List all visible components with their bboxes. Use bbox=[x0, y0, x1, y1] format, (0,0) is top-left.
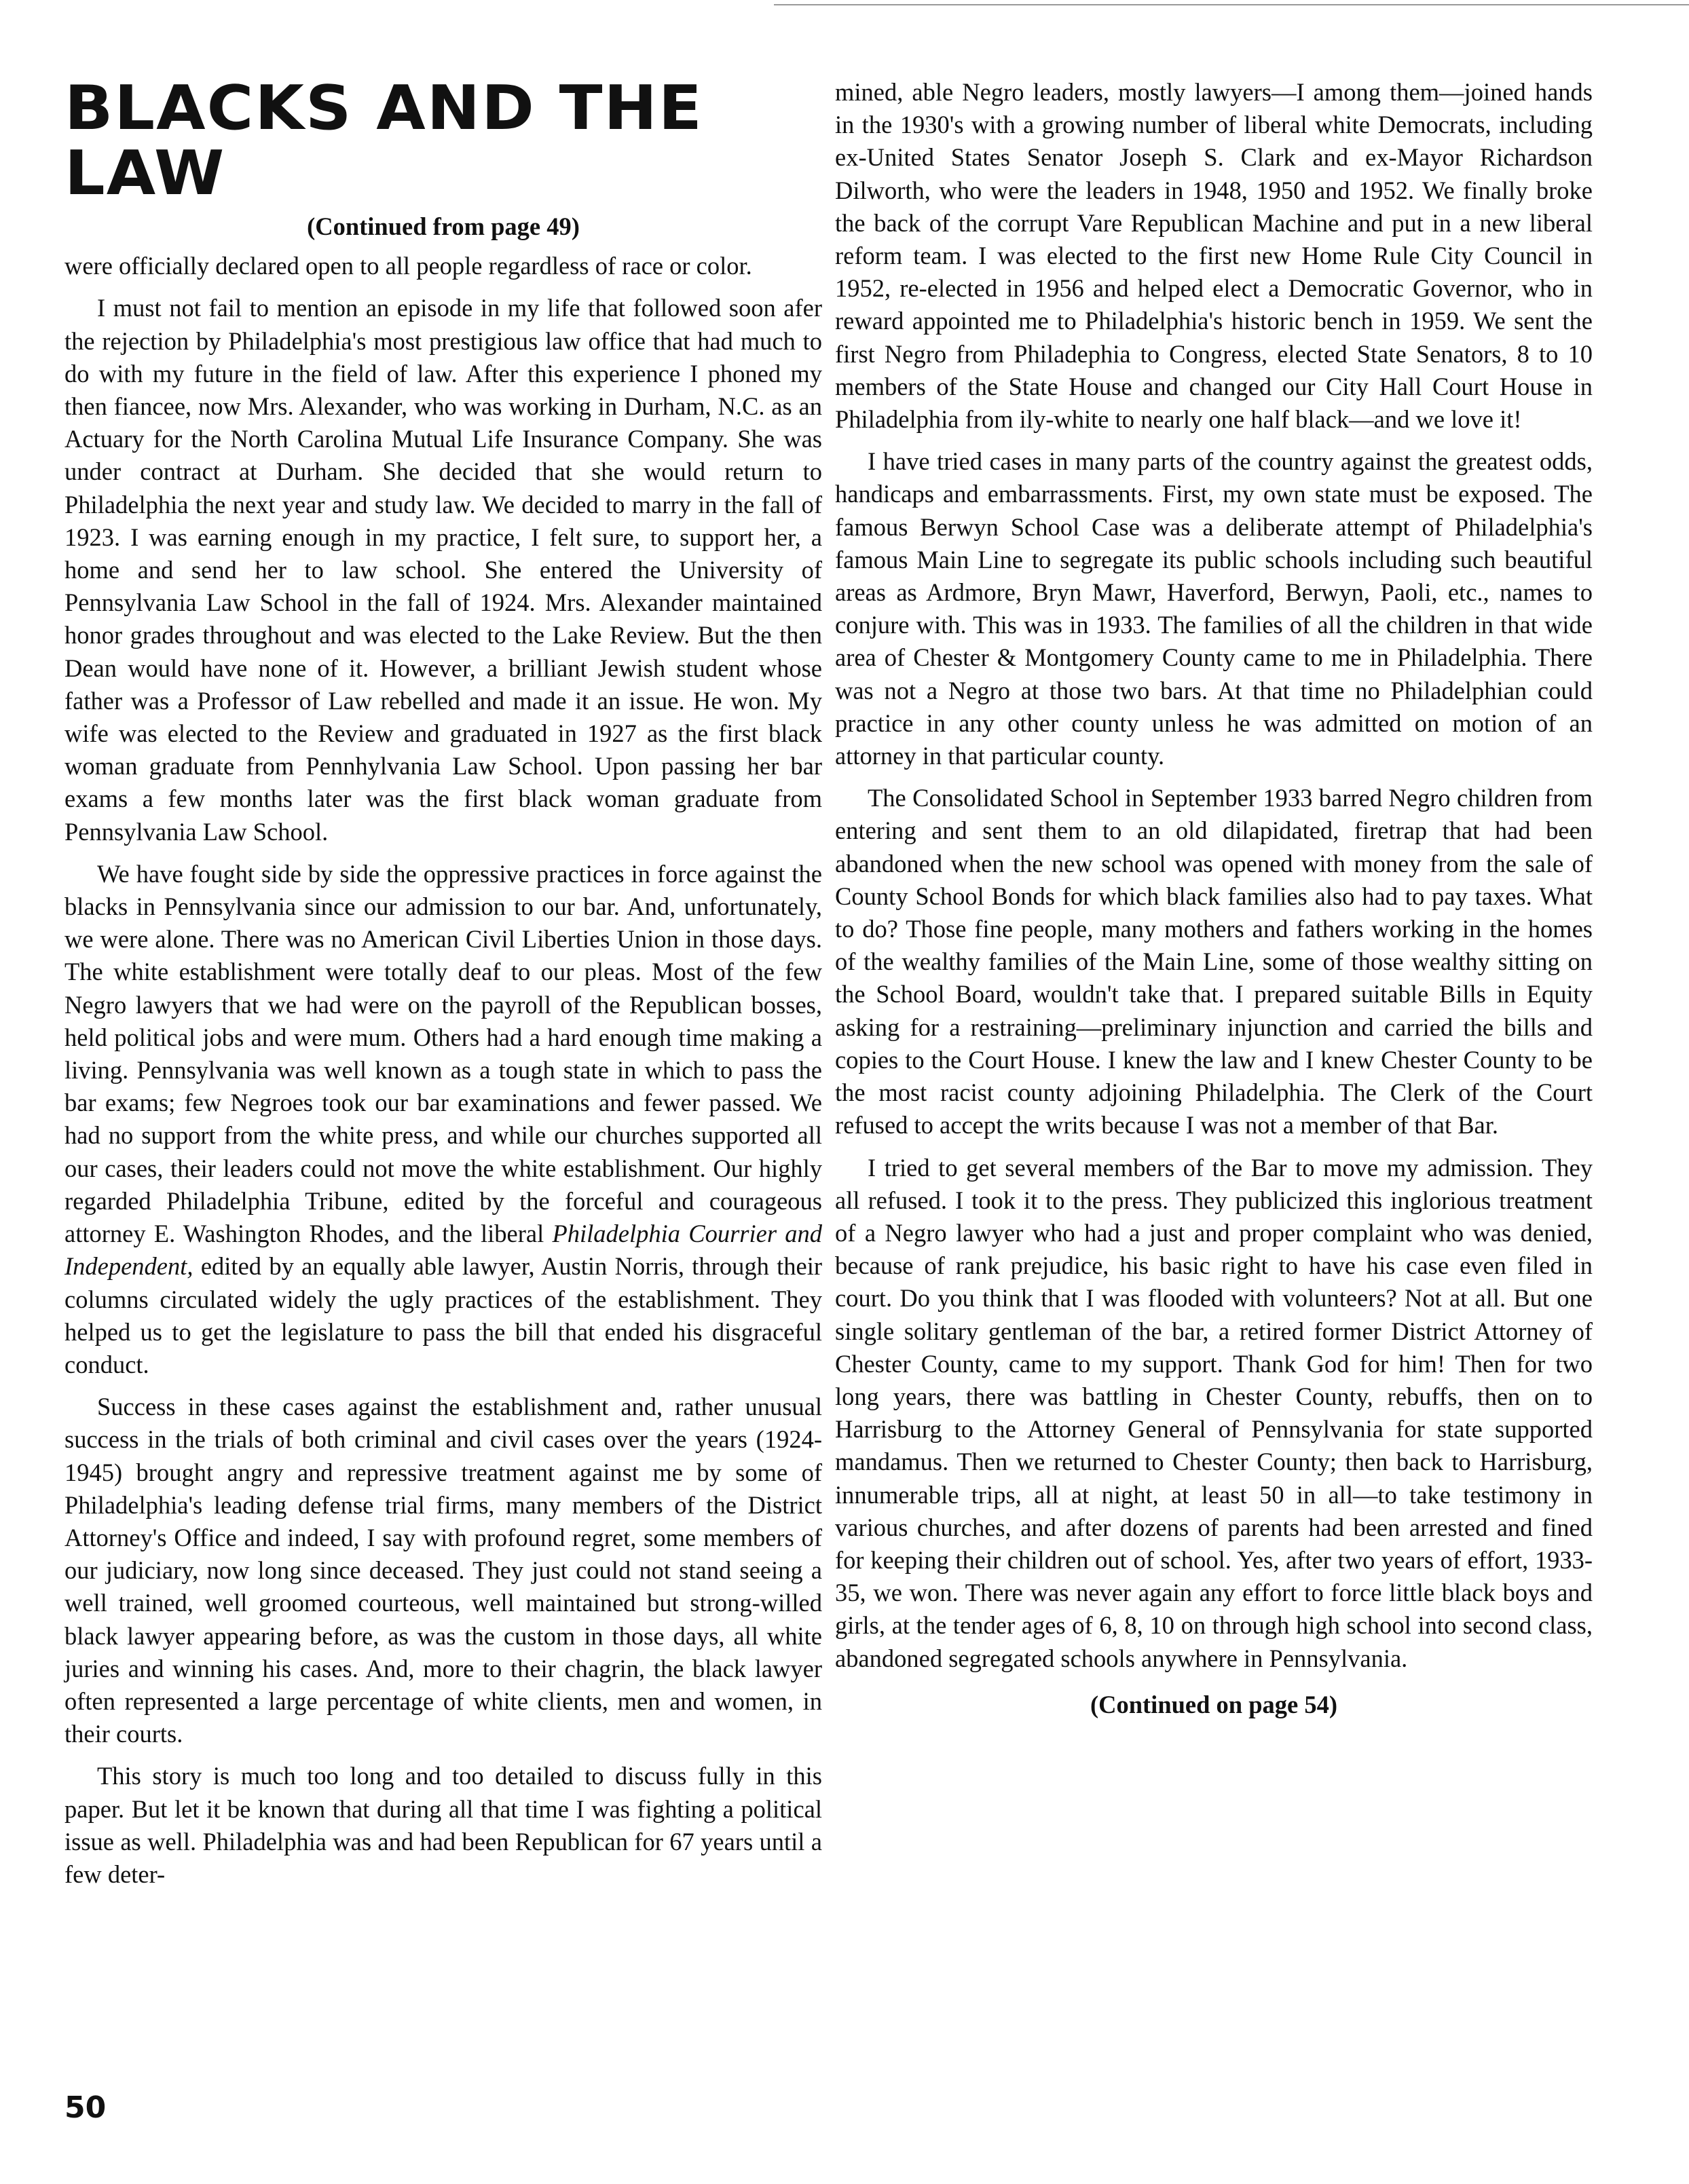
page-top-rule bbox=[774, 4, 1689, 5]
paragraph: were officially declared open to all people regardless of race or color. bbox=[64, 252, 752, 280]
continued-on-note: (Continued on page 54) bbox=[1090, 1690, 1338, 1718]
page-number: 50 bbox=[64, 2090, 107, 2125]
paragraph: Success in these cases against the establishment and, rather unusual success in the trials of both criminal and civil cases over the years (1924-1945) brought angry and repressive treatment against me by some of Philadelphia's leading defense trial firms, many members of the District Attorney's Office and indeed, I say with profound regret, some members of our judiciary, now long since deceased. They just could not stand seeing a well trained, well groomed courteous, well maintained but strong-willed black lawyer appearing before, as was the custom in those days, all white juries and winning his cases. And, more to their chagrin, the black lawyer often represented a large percentage of white clients, men and women, in their courts. bbox=[64, 1393, 822, 1748]
paragraph: The Consolidated School in September 1933 barred Negro children from entering and sent them to an old dilapidated, firetrap that had been abandoned when the new school was opened with money from the sale of County School Bonds for which black families also had to pay taxes. What to do? Those fine people, many mothers and fathers working in the homes of the wealthy families of the Main Line, some of those wealthy sitting on the School Board, wouldn't take that. I prepared suitable Bills in Equity asking for a restraining—preliminary injunction and carried the bills and copies to the Court House. I knew the law and I knew Chester County to be the most racist county adjoining Philadelphia. The Clerk of the Court refused to accept the writs because I was not a member of that Bar. bbox=[835, 784, 1593, 1140]
paragraph-text: We have fought side by side the oppressive practices in force against the blacks in Pennsylvania since our admission to our bar. And, unfortunately, we were alone. There was no American Civil Liberties Union in those days. The white establishment were totally deaf to our pleas. Most of the few Negro lawyers that we had were on the payroll of the Republican bosses, held political jobs and were mum. Others had a hard enough time making a living. Pennsylvania was well known as a tough state in which to pass the bar exams; few Negroes took our bar examinations and fewer passed. We had no support from the white press, and while our churches supported all our cases, their leaders could not move the white establishment. Our highly regarded Philadelphia Tribune, edited by the forceful and courageous attorney E. Washington Rhodes, and the liberal bbox=[64, 859, 822, 1248]
right-column bbox=[835, 76, 1593, 1728]
paragraph-text: edited by an equally able lawyer, Austin Norris, through their columns circulated widely the ugly practices of the establishment. They helped us to get the legislature to pass the bill that ended his disgraceful conduct. bbox=[64, 1252, 823, 1378]
paragraph: mined, able Negro leaders, mostly lawyers—I among them—joined hands in the 1930's with a growing number of liberal white Democrats, including ex-United States Senator Joseph S. Clark and ex-Mayor Richardson Dilworth, who were the leaders in 1948, 1950 and 1952. We finally broke the back of the corrupt Vare Republican Machine and put in a new liberal reform team. I was elected to the first new Home Rule City Council in 1952, re-elected in 1956 and helped elect a Democratic Governor, who in reward appointed me to Philadelphia's historic bench in 1959. We sent the first Negro from Philadephia to Congress, elected State Senators, 8 to 10 members of the State House and changed our City Hall Court House in Philadelphia from ily-white to nearly one half black—and we love it! bbox=[835, 78, 1593, 434]
paragraph: I have tried cases in many parts of the country against the greatest odds, handicaps and embarrassments. First, my own state must be exposed. The famous Berwyn School Case was a deliberate attempt of Philadelphia's famous Main Line to segregate its public schools including such beautiful areas as Ardmore, Bryn Mawr, Haverford, Berwyn, Paoli, etc., names to conjure with. This was in 1933. The families of all the children in that wide area of Chester & Montgomery County came to me in Philadelphia. There was not a Negro at those two bars. At that time no Philadelphian could practice in any other county unless he was admitted on motion of an attorney in that particular county. bbox=[835, 447, 1593, 770]
paragraph bbox=[64, 858, 822, 1381]
continued-from-note: (Continued from page 49) bbox=[307, 212, 580, 240]
article-title: BLACKS AND THE LAW bbox=[64, 73, 703, 209]
newspaper-name: Philadelphia Courrier and Independent, bbox=[64, 1220, 823, 1281]
paragraph: I tried to get several members of the Bar to move my admission. They all refused. I took it to the press. They publicized this inglorious treatment of a Negro lawyer who had a just and proper complaint who was denied, because of rank prejudice, his basic right to have his case even filed in court. Do you think that I was flooded with volunteers? Not at all. But one single solitary gentleman of the bar, a retired former District Attorney of Chester County, came to my support. Thank God for him! Then for two long years, there was battling in Chester County, rebuffs, then on to Harrisburg to the Attorney General of Pennsylvania for state supported mandamus. Then we returned to Chester County; then back to Harrisburg, innumerable trips, all at night, at least 50 in all—to take testimony in various churches, and after dozens of parents had been arrested and fined for keeping their children out of school. Yes, after two years of effort, 1933-35, we won. There was never again any effort to force little black boys and girls, at the tender ages of 6, 8, 10 on through high school into second class, abandoned segregated schools anywhere in Pennsylvania. bbox=[835, 1153, 1593, 1672]
paragraph: I must not fail to mention an episode in my life that followed soon afer the rejection by Philadelphia's most prestigious law office that had much to do with my future in the field of law. After this experience I phoned my then fiancee, now Mrs. Alexander, who was working in Durham, N.C. as an Actuary for the North Carolina Mutual Life Insurance Company. She was under contract at Durham. She decided that she would return to Philadelphia the next year and study law. We decided to marry in the fall of 1923. I was earning enough in my practice, I felt sure, to support her, a home and send her to law school. She entered the University of Pennsylvania Law School in the fall of 1924. Mrs. Alexander maintained honor grades throughout and was elected to the Lake Review. But the then Dean would have none of it. However, a brilliant Jewish student whose father was a Professor of Law rebelled and made it an issue. He won. My wife was elected to the Review and graduated in 1927 as the first black woman graduate from Pennhylvania Law School. Upon passing her bar exams a few months later was the first black woman graduate from Pennsylvania Law School. bbox=[64, 294, 822, 846]
paragraph: This story is much too long and too detailed to discuss fully in this paper. But let it be known that during all that time I was fighting a political issue as well. Philadelphia was and had been Republican for 67 years until a few deter- bbox=[64, 1762, 822, 1888]
left-column bbox=[64, 73, 823, 1891]
